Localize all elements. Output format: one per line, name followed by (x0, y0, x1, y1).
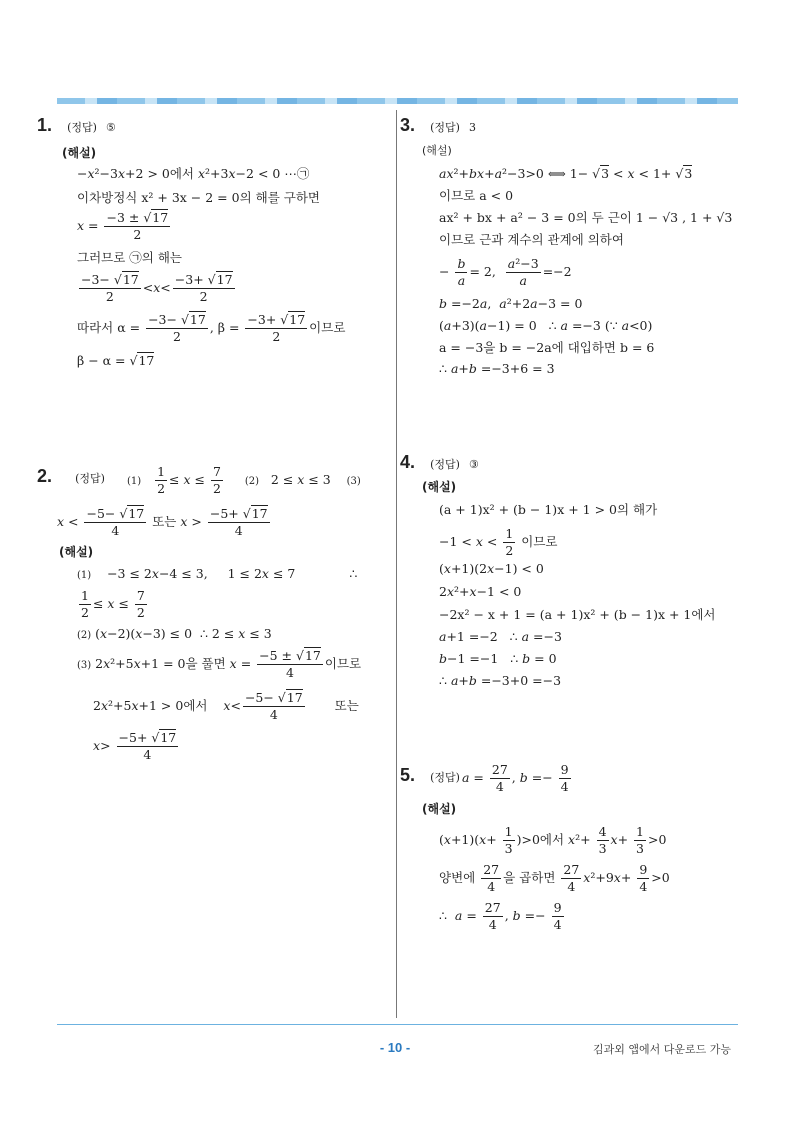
problem-number: 3. (400, 115, 416, 135)
text-both: 양변에 (439, 870, 476, 885)
math-line: (a+3)(a−1) = 0 ∴ a =−3 (∵ a<0) (439, 318, 653, 333)
math-line: 따라서 α = $\frac{-3- √17}{2}$ , β = $\frac{-3+ √17}{2}$ 이므로 (77, 312, 346, 344)
text-imeuro: 이므로 (521, 534, 558, 549)
text-line: (a + 1)x² + (b − 1)x + 1 > 0의 해가 (439, 502, 658, 517)
sub-label: (2) (244, 476, 259, 487)
text-eseo: 에서 (183, 698, 208, 713)
math-line: 2x²+x−1 < 0 (439, 584, 522, 599)
text-line: ax² + bx + a² − 3 = 0의 두 근이 1 − √3 , 1 + √3 (439, 210, 733, 225)
math-line: β − α = √17 (77, 353, 155, 368)
text-line: 이므로 근과 계수의 관계에 의하여 (439, 232, 624, 247)
text-mult: 을 곱하면 (503, 870, 556, 885)
answer-value: 3 (469, 121, 477, 134)
answer-value: ⑤ (106, 121, 116, 134)
math-line: (2) (x−2)(x−3) ≤ 0 ∴ 2 ≤ x ≤ 3 (77, 626, 272, 641)
math-line: ∴ a+b =−3+6 = 3 (439, 361, 555, 376)
problem-number: 4. (400, 452, 416, 472)
explanation-label: (해설) (62, 146, 97, 160)
math-line: $\frac{-3- √17}{2}$ <x< $\frac{-3+ √17}{2}$ (81, 272, 233, 304)
sub-label: (1) (127, 476, 142, 487)
sub-label: (2) (77, 630, 92, 641)
explanation-label: (해설) (422, 144, 452, 157)
sub-label: (3) (77, 660, 92, 671)
footer-line (57, 1024, 738, 1025)
math-line: 2x²+5x+1 > 0에서 x< $\frac{-5- √17}{4}$ 또는 (93, 690, 359, 722)
math-line: ∴ a = $\frac{27}{4}$ , b =− $\frac{9}{4}$ (439, 900, 562, 932)
sub-label: (3) (346, 476, 361, 487)
problem-3-header (400, 115, 476, 136)
sub-label: (1) (77, 570, 92, 581)
problem-number: 2. (37, 466, 53, 486)
math-line: (1) $\frac{1}{2}$ ≤ x ≤ $\frac{7}{2}$ (2) 2 ≤ x ≤ 3 (3) (127, 464, 361, 496)
math-line: b−1 =−1 ∴ b = 0 (439, 651, 557, 666)
problem-5-header (400, 765, 460, 786)
math-line: x = $\frac{-3 \pm √17}{2}$ (77, 210, 169, 242)
answer-label: (정답) (75, 472, 105, 485)
text-or: 또는 (152, 514, 177, 529)
text-line: −2x² − x + 1 = (a + 1)x² + (b − 1)x + 1에서 (439, 607, 716, 622)
problem-2-header (37, 466, 105, 487)
problem-number: 1. (37, 115, 53, 135)
problem-1-header (37, 115, 116, 136)
text-imeuro: 이므로 (309, 320, 346, 335)
math-line: (x+1)(x+ $\frac{1}{3}$ )>0에서 x²+ $\frac{4}{3}$ x+ $\frac{1}{3}$ >0 (439, 824, 667, 856)
answer-label: (정답) (67, 121, 97, 134)
math-line: 양변에 $\frac{27}{4}$ 을 곱하면 $\frac{27}{4}$ x²+9x+ $\frac{9}{4}$ >0 (439, 862, 670, 894)
answer-label: (정답) (430, 458, 460, 471)
math-line: ∴ a+b =−3+0 =−3 (439, 673, 562, 688)
text-or: 또는 (334, 698, 359, 713)
math-line: (1) −3 ≤ 2x−4 ≤ 3, 1 ≤ 2x ≤ 7 ∴ (77, 566, 358, 581)
math-line: a+1 =−2 ∴ a =−3 (439, 629, 562, 644)
explanation-label: (해설) (59, 545, 94, 559)
problem-4-header (400, 452, 479, 473)
math-line: −1 < x < $\frac{1}{2}$ 이므로 (439, 526, 558, 558)
footer-note: 김과외 앱에서 다운로드 가능 (592, 1043, 731, 1056)
text-line: 그러므로 ㉠의 해는 (77, 250, 182, 265)
math-line: (x+1)(2x−1) < 0 (439, 561, 544, 576)
math-line: a = $\frac{27}{4}$ , b =− $\frac{9}{4}$ (462, 762, 569, 794)
math-line: b =−2a, a²+2a−3 = 0 (439, 296, 583, 311)
header-bar (57, 98, 738, 104)
math-line: − $\frac{b}{a}$ = 2, $\frac{\text{a²−3}}{a}$ =−2 (439, 256, 572, 288)
text-sol: 을 풀면 (185, 656, 226, 671)
answer-label: (정답) (430, 121, 460, 134)
explanation-label: (해설) (422, 480, 457, 494)
text-line: 이차방정식 x² + 3x − 2 = 0의 해를 구하면 (77, 190, 320, 205)
math-line: x> $\frac{-5+ √17}{4}$ (93, 730, 177, 762)
math-line: −x²−3x+2 > 0에서 x²+3x−2 < 0 ⋯㉠ (77, 166, 310, 181)
text-imeuro: 이므로 (324, 656, 362, 671)
math-line: ax²+bx+a²−3>0 ⟺ 1− √3 < x < 1+ √3 (439, 166, 693, 181)
answer-label: (정답) (430, 771, 460, 784)
explanation-label: (해설) (422, 802, 457, 816)
page-number: - 10 - (379, 1040, 411, 1055)
text-line: 이므로 a < 0 (439, 188, 514, 203)
math-line: x < $\frac{-5- √17}{4}$ 또는 x > $\frac{-5+ √17}{4}$ (57, 506, 268, 538)
math-line: $\frac{1}{2}$ ≤ x ≤ $\frac{7}{2}$ (81, 588, 145, 620)
text-line: a = −3을 b = −2a에 대입하면 b = 6 (439, 340, 655, 355)
answer-value: ③ (469, 458, 479, 471)
math-line: (3) 2x²+5x+1 = 0을 풀면 x = $\frac{-5 \pm √17}{4}$ 이므로 (77, 648, 362, 680)
column-divider (396, 110, 397, 1018)
problem-number: 5. (400, 765, 416, 785)
text-so: 따라서 (77, 320, 114, 335)
